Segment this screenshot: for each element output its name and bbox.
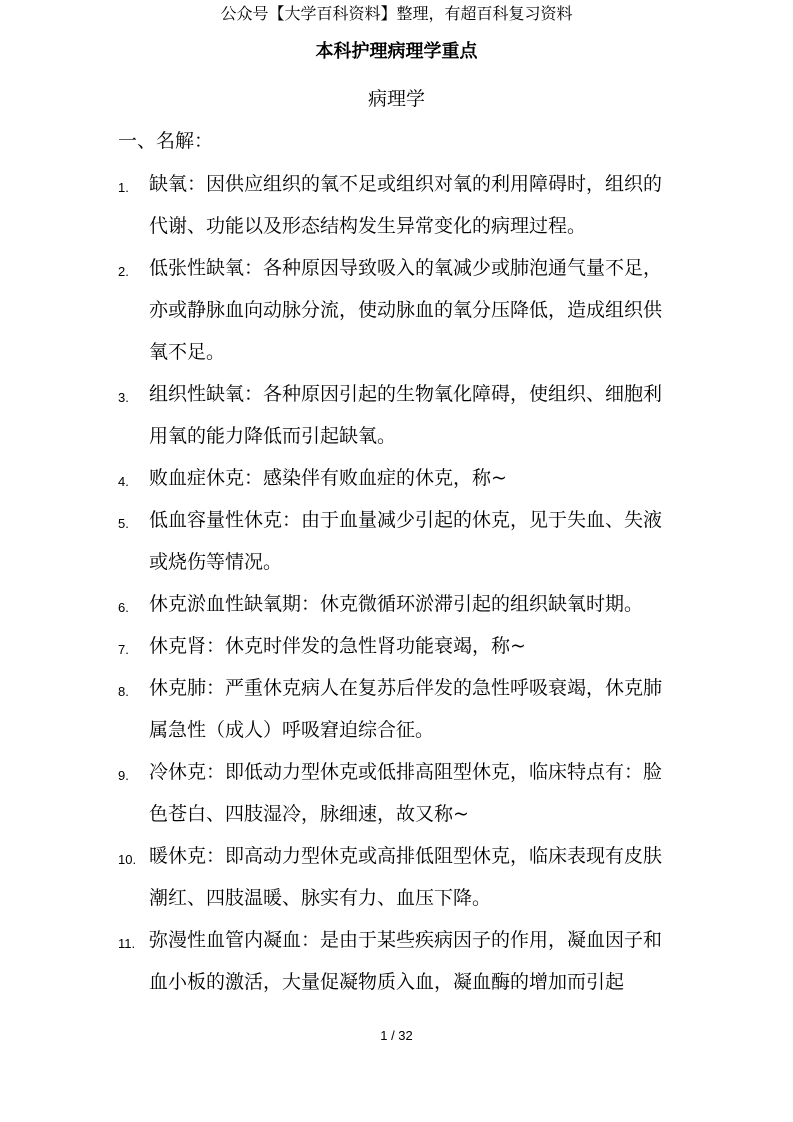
item-text: 休克肾：休克时伴发的急性肾功能衰竭，称~ <box>149 635 526 657</box>
list-item <box>118 835 678 919</box>
item-text: 低张性缺氧：各种原因导致吸入的氧减少或肺泡通气量不足，亦或静脉血向动脉分流，使动脉血的氧分压降低，造成组织供氧不足。 <box>149 257 663 363</box>
document-title: 本科护理病理学重点 <box>315 41 478 62</box>
item-text: 暖休克：即高动力型休克或高排低阻型休克，临床表现有皮肤潮红、四肢温暖、脉实有力、血压下降。 <box>149 845 663 909</box>
list-item <box>118 625 678 667</box>
item-number: 4. <box>118 474 129 489</box>
item-number: 8. <box>118 684 129 699</box>
item-number: 5. <box>118 516 129 531</box>
section-heading: 一、名解： <box>118 130 214 152</box>
item-number: 11. <box>118 936 136 951</box>
item-number: 2. <box>118 264 129 279</box>
list-item <box>118 751 678 835</box>
header-note: 公众号【大学百科资料】整理，有超百科复习资料 <box>220 4 573 23</box>
list-item <box>118 247 678 373</box>
term-list <box>118 163 678 1003</box>
item-number: 7. <box>118 642 129 657</box>
list-item <box>118 457 678 499</box>
list-item <box>118 163 678 247</box>
item-number: 6. <box>118 600 129 615</box>
list-item <box>118 583 678 625</box>
item-number: 10. <box>118 852 137 867</box>
item-text: 败血症休克：感染伴有败血症的休克，称~ <box>149 467 507 489</box>
list-item <box>118 667 678 751</box>
item-number: 1. <box>118 180 129 195</box>
item-text: 组织性缺氧：各种原因引起的生物氧化障碍，使组织、细胞利用氧的能力降低而引起缺氧。 <box>149 383 663 447</box>
item-text: 休克淤血性缺氧期：休克微循环淤滞引起的组织缺氧时期。 <box>149 593 644 615</box>
page-number: 1 / 32 <box>380 1028 413 1043</box>
item-text: 低血容量性休克：由于血量减少引起的休克，见于失血、失液或烧伤等情况。 <box>149 509 663 573</box>
item-text: 缺氧：因供应组织的氧不足或组织对氧的利用障碍时，组织的代谢、功能以及形态结构发生异常变化的病理过程。 <box>149 173 663 237</box>
document-subtitle: 病理学 <box>367 88 425 110</box>
item-number: 3. <box>118 390 129 405</box>
item-text: 弥漫性血管内凝血：是由于某些疾病因子的作用，凝血因子和血小板的激活，大量促凝物质入血，凝血酶的增加而引起 <box>149 929 663 993</box>
list-item <box>118 373 678 457</box>
list-item <box>118 499 678 583</box>
item-text: 冷休克：即低动力型休克或低排高阻型休克，临床特点有：脸色苍白、四肢湿冷，脉细速，故又称~ <box>149 761 663 825</box>
item-number: 9. <box>118 768 129 783</box>
item-text: 休克肺：严重休克病人在复苏后伴发的急性呼吸衰竭，休克肺属急性（成人）呼吸窘迫综合征。 <box>149 677 663 741</box>
list-item <box>118 919 678 1003</box>
